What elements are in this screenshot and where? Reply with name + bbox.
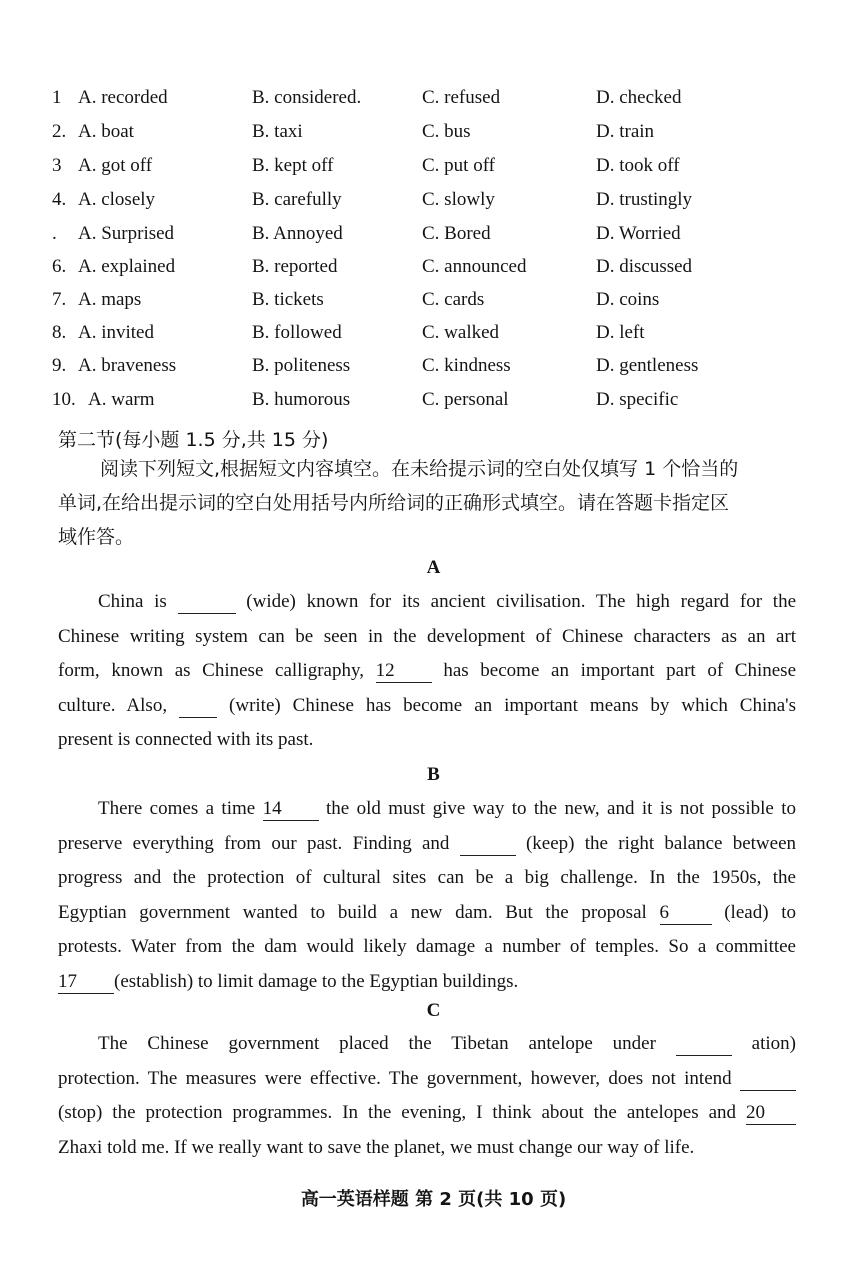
option-d[interactable]: D. coins <box>596 289 660 310</box>
text: (stop) the protection programmes. In the evening, I think about the antelopes and <box>58 1102 737 1123</box>
option-b[interactable]: B. carefully <box>252 189 342 210</box>
question-number: 2. <box>52 121 67 142</box>
passage-line <box>58 896 796 931</box>
passage-line <box>58 965 796 1000</box>
blank-17[interactable]: 17 <box>58 971 114 994</box>
option-d[interactable]: D. Worried <box>596 223 681 244</box>
question-number: 7. <box>52 289 67 310</box>
blank-19[interactable] <box>740 1068 796 1091</box>
option-c[interactable]: C. walked <box>422 322 500 343</box>
passage-line: protests. Water from the dam would likely damage a number of temples. So a committee <box>58 936 796 957</box>
question-number: 10. <box>52 389 76 410</box>
question-number: 8. <box>52 322 67 343</box>
question-number: 9. <box>52 355 67 376</box>
option-a[interactable]: A. braveness <box>78 355 177 376</box>
option-b[interactable]: B. reported <box>252 256 338 277</box>
passage-line <box>58 654 796 689</box>
blank-18[interactable] <box>676 1033 732 1056</box>
passage-line <box>58 1027 796 1062</box>
section-title: 第二节(每小题 1.5 分,共 15 分) <box>58 429 329 451</box>
passage-line: Zhaxi told me. If we really want to save the planet, we must change our way of life. <box>58 1136 695 1158</box>
option-c[interactable]: C. cards <box>422 289 485 310</box>
passage-c-heading: C <box>426 1000 441 1021</box>
text: has become an important part of Chinese <box>443 660 797 681</box>
option-c[interactable]: C. put off <box>422 155 496 176</box>
option-row-2 <box>0 121 867 151</box>
option-d[interactable]: D. train <box>596 121 655 142</box>
option-a[interactable]: A. closely <box>78 189 156 210</box>
passage-line <box>58 689 796 724</box>
passage-line <box>58 827 796 862</box>
text: (keep) the right balance between <box>525 832 797 854</box>
text: ation) <box>751 1033 796 1054</box>
text: the old must give way to the new, and it is not possible to <box>325 798 796 819</box>
blank-15[interactable] <box>460 833 516 856</box>
text: protection. The measures were effective. The government, however, does not intend <box>58 1067 732 1089</box>
option-b[interactable]: B. kept off <box>252 155 334 176</box>
instruction-line: 单词,在给出提示词的空白处用括号内所给词的正确形式填空。请在答题卡指定区 <box>58 492 730 514</box>
option-c[interactable]: C. refused <box>422 87 501 108</box>
passage-b <box>58 792 796 999</box>
passage-line: progress and the protection of cultural sites can be a big challenge. In the 1950s, the <box>58 867 796 888</box>
option-d[interactable]: D. gentleness <box>596 355 699 376</box>
text: form, known as Chinese calligraphy, <box>58 660 365 681</box>
option-b[interactable]: B. humorous <box>252 389 351 410</box>
option-row-10 <box>0 389 867 419</box>
option-d[interactable]: D. trustingly <box>596 189 693 210</box>
question-number: . <box>52 223 57 244</box>
passage-b-heading: B <box>427 764 440 785</box>
page-footer: 高一英语样题 第 2 页(共 10 页) <box>300 1189 567 1210</box>
option-row-1 <box>0 87 867 117</box>
option-d[interactable]: D. checked <box>596 87 682 108</box>
instruction-line: 阅读下列短文,根据短文内容填空。在未给提示词的空白处仅填写 1 个恰当的 <box>100 458 739 480</box>
blank-20[interactable]: 20 <box>746 1102 796 1125</box>
passage-line <box>58 792 796 827</box>
option-b[interactable]: B. tickets <box>252 289 324 310</box>
option-row-6 <box>0 256 867 286</box>
option-d[interactable]: D. took off <box>596 155 680 176</box>
text: (wide) known for its ancient civilisation. The high regard for the <box>246 591 797 612</box>
option-d[interactable]: D. left <box>596 322 645 343</box>
text: Egyptian government wanted to build a new dam. But the proposal <box>58 901 647 923</box>
option-a[interactable]: A. Surprised <box>78 223 175 244</box>
option-c[interactable]: C. personal <box>422 389 509 410</box>
passage-line <box>58 585 796 620</box>
question-number: 4. <box>52 189 67 210</box>
option-c[interactable]: C. slowly <box>422 189 495 210</box>
option-a[interactable]: A. boat <box>78 121 134 142</box>
blank-14[interactable]: 14 <box>263 798 319 821</box>
blank-11[interactable] <box>178 591 236 614</box>
option-b[interactable]: B. politeness <box>252 355 351 376</box>
text: The Chinese government placed the Tibetan antelope under <box>98 1033 656 1054</box>
text: (establish) to limit damage to the Egyptian buildings. <box>114 970 519 992</box>
option-d[interactable]: D. discussed <box>596 256 693 277</box>
option-a[interactable]: A. recorded <box>78 87 168 108</box>
text: (lead) to <box>724 901 797 923</box>
instructions <box>58 452 803 554</box>
text: culture. Also, <box>58 694 168 716</box>
option-b[interactable]: B. followed <box>252 322 342 343</box>
question-number: 3 <box>52 155 62 176</box>
text: China is <box>98 591 167 612</box>
passage-line <box>58 1096 796 1131</box>
passage-a <box>58 585 796 758</box>
blank-13[interactable] <box>179 695 217 718</box>
option-c[interactable]: C. kindness <box>422 355 511 376</box>
option-b[interactable]: B. considered. <box>252 87 362 108</box>
option-c[interactable]: C. Bored <box>422 223 491 244</box>
option-a[interactable]: A. explained <box>78 256 176 277</box>
option-a[interactable]: A. warm <box>88 389 155 410</box>
passage-a-heading: A <box>426 557 441 578</box>
option-c[interactable]: C. announced <box>422 256 527 277</box>
passage-c <box>58 1027 796 1165</box>
option-row-3 <box>0 155 867 185</box>
option-d[interactable]: D. specific <box>596 389 679 410</box>
question-number: 1 <box>52 87 62 108</box>
text: There comes a time <box>98 798 256 819</box>
blank-16[interactable]: 6 <box>660 902 712 925</box>
passage-line <box>58 1062 796 1097</box>
question-number: 6. <box>52 256 67 277</box>
option-b[interactable]: B. taxi <box>252 121 303 142</box>
option-row-9 <box>0 355 867 385</box>
text: (write) Chinese has become an important means by which China's <box>229 694 797 716</box>
blank-12[interactable]: 12 <box>376 660 432 683</box>
text: preserve everything from our past. Finding and <box>58 832 450 854</box>
option-row-4 <box>0 189 867 219</box>
option-row-7 <box>0 289 867 319</box>
option-b[interactable]: B. Annoyed <box>252 223 343 244</box>
option-row-8 <box>0 322 867 352</box>
instruction-line: 域作答。 <box>58 526 135 548</box>
option-a[interactable]: A. invited <box>78 322 154 343</box>
passage-line: present is connected with its past. <box>58 729 314 750</box>
option-a[interactable]: A. got off <box>78 155 153 176</box>
option-a[interactable]: A. maps <box>78 289 142 310</box>
option-c[interactable]: C. bus <box>422 121 471 142</box>
option-row-5 <box>0 223 867 253</box>
passage-line: Chinese writing system can be seen in the development of Chinese characters as an art <box>58 625 796 647</box>
